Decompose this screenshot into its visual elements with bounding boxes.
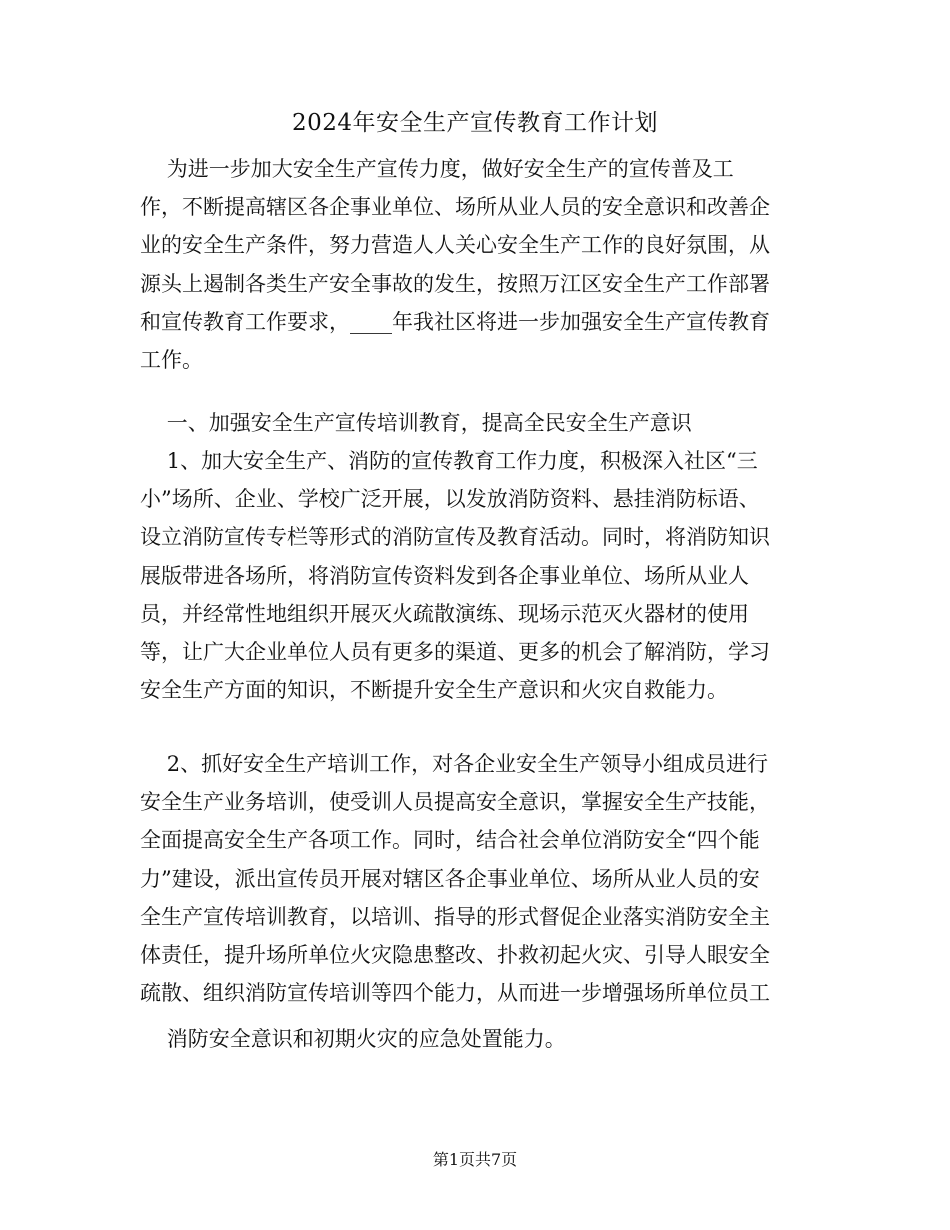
intro-paragraph: 为进一步加大安全生产宣传力度，做好安全生产的宣传普及工 作，不断提高辖区各企事业单位、场所从业人员的安全意识和改善企 业的安全生产条件，努力营造人人关心安全生产工作的良好氛围，从 源头上遏制各类生产安全事故的发生，按照万江区安全生产工作部署 和宣传教育工作要求，____年我社区将进一步加强安全生产宣传教育 工作。 xyxy=(140,157,770,373)
item-2-paragraph: 2、抓好安全生产培训工作，对各企业安全生产领导小组成员进行 安全生产业务培训，使受训人员提高安全意识，掌握安全生产技能， 全面提高安全生产各项工作。同时，结合社会单位消防安全“四个能 力”建设，派出宣传员开展对辖区各企事业单位、场所从业人员的安 全生产宣传培训教育，以培训、指导的形式督促企业落实消防安全主 体责任，提升场所单位火灾隐患整改、扑救初起火灾、引导人眼安全 疏散、组织消防宣传培训等四个能力，从而进一步增强场所单位员工 xyxy=(140,752,770,1006)
closing-paragraph: 消防安全意识和初期火灾的应急处置能力。 xyxy=(140,1027,566,1051)
page-number: 第1页共7页 xyxy=(432,1150,518,1169)
section-heading: 一、加强安全生产宣传培训教育，提高全民安全生产意识 xyxy=(140,411,692,435)
item-1-paragraph: 1、加大安全生产、消防的宣传教育工作力度，积极深入社区“三 小”场所、企业、学校广泛开展，以发放消防资料、悬挂消防标语、 设立消防宣传专栏等形式的消防宣传及教育活动。同时，将消防知识 展版带进各场所，将消防宣传资料发到各企事业单位、场所从业人 员，并经常性地组织开展灭火疏散演练、现场示范灭火器材的使用 等，让广大企业单位人员有更多的渠道、更多的机会了解消防，学习 安全生产方面的知识，不断提升安全生产意识和火灾自救能力。 xyxy=(140,449,770,703)
document-title: 2024年安全生产宣传教育工作计划 xyxy=(291,110,659,136)
